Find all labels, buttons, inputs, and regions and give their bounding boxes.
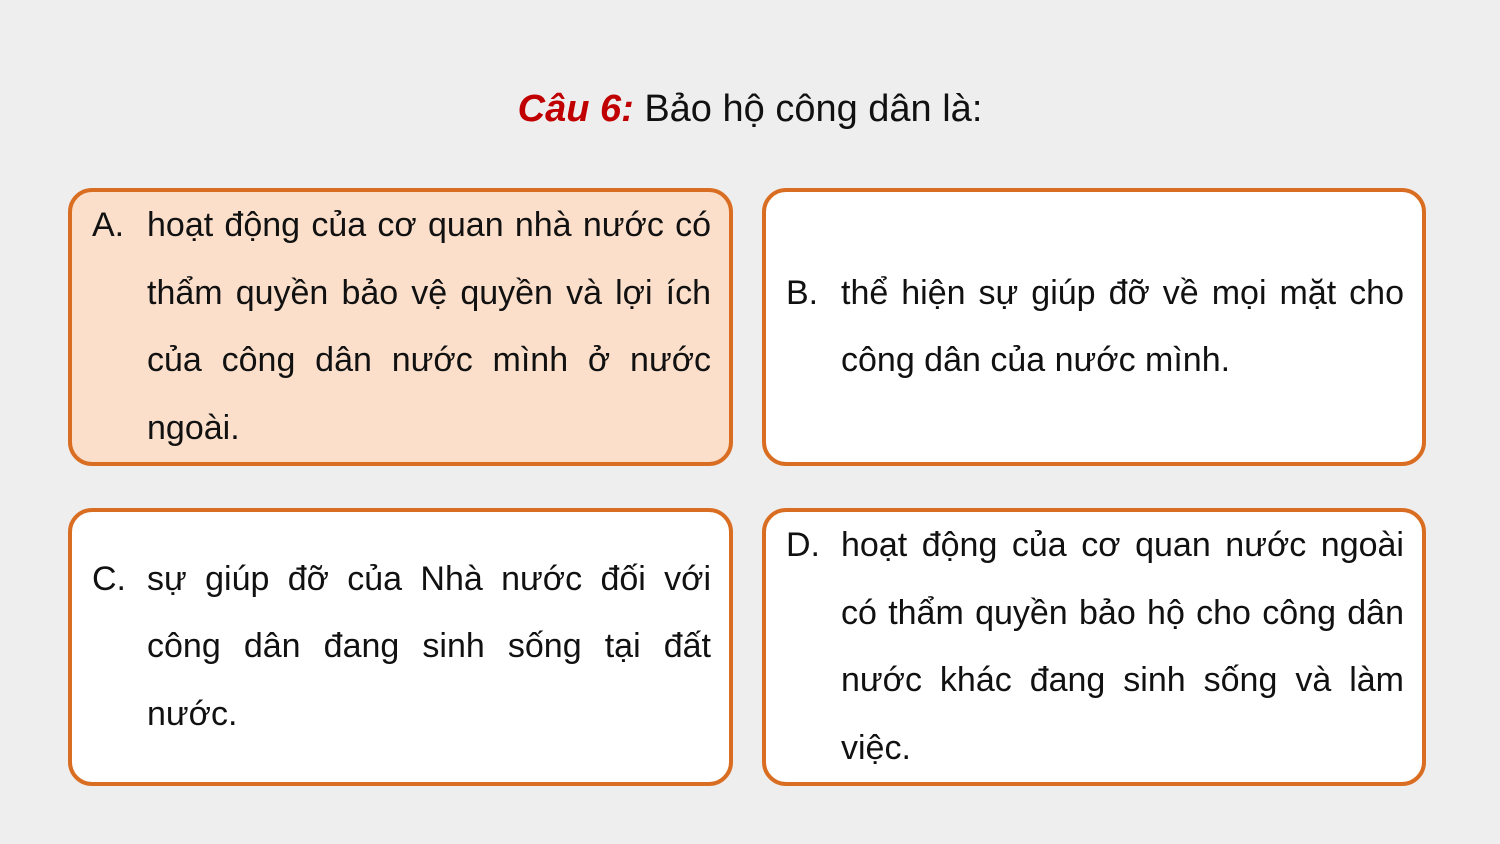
answer-option-b-text: thể hiện sự giúp đỡ về mọi mặt cho công dân của nước mình. xyxy=(841,273,1404,379)
answer-option-d-letter: D. xyxy=(786,526,820,564)
question-heading xyxy=(0,83,1500,135)
answer-option-b[interactable] xyxy=(762,188,1426,466)
answer-option-a-text: hoạt động của cơ quan nhà nước có thẩm quyền bảo vệ quyền và lợi ích của công dân nước mình ở nước ngoài. xyxy=(147,206,711,447)
answer-option-a-letter: A. xyxy=(92,206,125,244)
answer-option-a[interactable] xyxy=(68,188,733,466)
answer-option-b-letter: B. xyxy=(786,273,819,312)
question-number: Câu 6: xyxy=(517,88,634,130)
answer-option-d[interactable] xyxy=(762,508,1426,786)
answer-option-a-content xyxy=(72,192,729,462)
answer-option-b-content xyxy=(766,260,1422,395)
answer-option-d-text: hoạt động của cơ quan nước ngoài có thẩm quyền bảo hộ cho công dân nước khác đang sinh sống và làm việc. xyxy=(841,526,1404,767)
question-text: Bảo hộ công dân là: xyxy=(633,88,983,130)
answer-option-c-text: sự giúp đỡ của Nhà nước đối với công dân đang sinh sống tại đất nước. xyxy=(147,559,711,733)
answer-option-d-content xyxy=(766,512,1422,782)
answer-option-c[interactable] xyxy=(68,508,733,786)
answer-option-c-content xyxy=(72,546,729,749)
answer-option-c-letter: C. xyxy=(92,559,126,598)
